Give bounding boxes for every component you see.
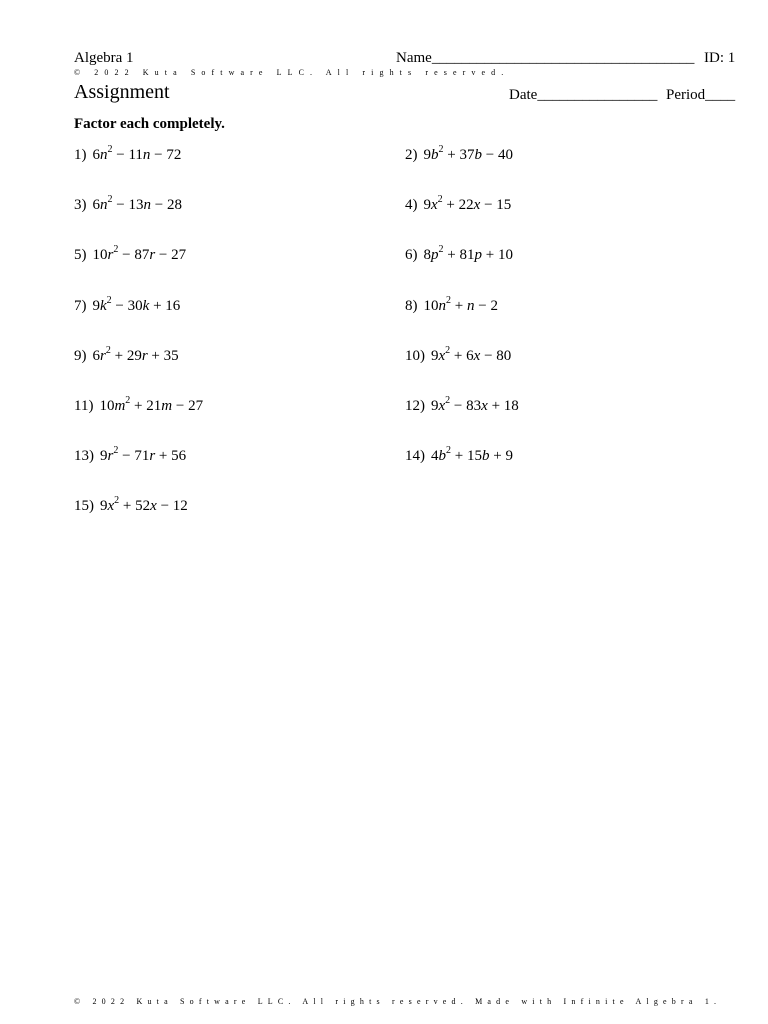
instructions: Factor each completely.	[74, 116, 225, 132]
problem-number: 6)	[405, 247, 418, 264]
problem-expression: $8p^2 + 81p + 10$	[423, 244, 513, 264]
problem-item	[74, 194, 182, 214]
problem-item	[405, 244, 513, 264]
problem-expression: $9r^2 - 71r + 56$	[100, 445, 187, 465]
problem-item	[74, 294, 181, 315]
problem-expression: $9x^2 + 22x - 15$	[423, 194, 512, 214]
problem-expression: $9x^2 + 52x - 12$	[100, 495, 188, 515]
problem-item	[405, 445, 513, 465]
problem-number: 7)	[74, 297, 87, 314]
problem-expression: $6n^2 - 11n - 72$	[92, 144, 182, 163]
page-title: Assignment	[74, 81, 170, 103]
problem-number: 15)	[74, 498, 94, 515]
problem-number: 10)	[405, 347, 425, 364]
problem-item	[74, 395, 204, 415]
problem-expression: $9x^2 + 6x - 80$	[431, 344, 512, 364]
problem-expression: $9b^2 + 37b - 40$	[423, 144, 513, 163]
problem-number: 9)	[74, 347, 87, 364]
problem-number: 5)	[74, 247, 87, 264]
problem-number: 4)	[405, 197, 418, 214]
course-title: Algebra 1	[74, 50, 134, 66]
problem-number: 2)	[405, 147, 418, 163]
problem-item	[74, 144, 182, 164]
problem-expression: $6r^2 + 29r + 35$	[92, 344, 179, 364]
problem-expression: $10n^2 + n - 2$	[423, 294, 498, 314]
name-field: Name___________________________________	[396, 50, 695, 66]
problem-expression: $6n^2 - 13n - 28$	[92, 194, 182, 214]
copyright-notice: © 2022 Kuta Software LLC. All rights reserved.	[74, 68, 510, 77]
problem-expression: $9x^2 - 83x + 18$	[431, 395, 519, 414]
problem-item	[74, 244, 187, 264]
problem-number: 14)	[405, 448, 425, 465]
problem-item	[74, 445, 187, 465]
problem-number: 3)	[74, 197, 87, 214]
problem-number: 8)	[405, 297, 418, 314]
problem-item	[74, 344, 179, 365]
problem-item	[405, 344, 512, 365]
problem-item	[74, 495, 188, 515]
problem-number: 12)	[405, 398, 425, 414]
problem-item	[405, 194, 512, 214]
problem-number: 13)	[74, 448, 94, 465]
problem-item	[405, 144, 513, 164]
problem-item	[405, 395, 519, 415]
problem-expression: $4b^2 + 15b + 9$	[431, 445, 513, 465]
problem-item	[405, 294, 498, 315]
problem-number: 1)	[74, 147, 87, 163]
problem-number: 11)	[74, 398, 94, 414]
footer-copyright: © 2022 Kuta Software LLC. All rights reserved. Made with Infinite Algebra 1.	[74, 997, 722, 1006]
problem-expression: $9k^2 - 30k + 16$	[92, 294, 181, 314]
id-label: ID: 1	[704, 50, 736, 66]
problem-expression: $10r^2 - 87r - 27$	[92, 244, 187, 264]
date-field: Date________________	[509, 87, 658, 103]
problem-expression: $10m^2 + 21m - 27$	[99, 395, 204, 414]
period-field: Period____	[666, 87, 736, 103]
